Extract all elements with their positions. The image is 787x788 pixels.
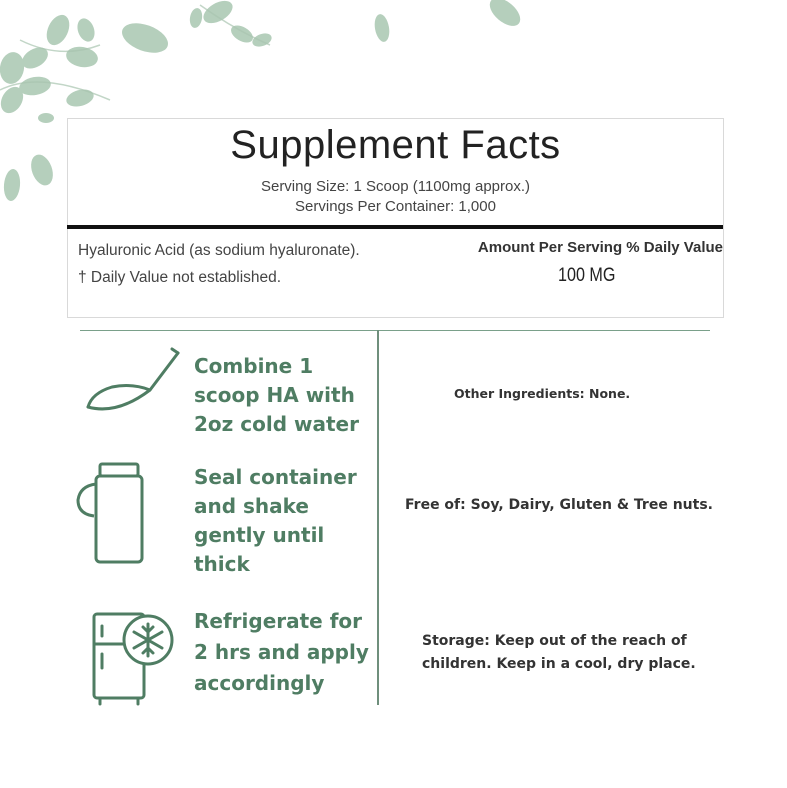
other-ingredients: Other Ingredients: None. bbox=[454, 386, 631, 401]
daily-value-footnote: † Daily Value not established. bbox=[78, 269, 282, 286]
servings-per-container: Servings Per Container: 1,000 bbox=[295, 198, 496, 215]
scoop-icon bbox=[82, 345, 182, 425]
storage-line: Storage: Keep out of the reach of bbox=[422, 633, 687, 649]
step-line: 2 hrs and apply bbox=[194, 640, 369, 664]
storage-line: children. Keep in a cool, dry place. bbox=[422, 656, 696, 672]
step-line: and shake bbox=[194, 494, 309, 518]
ingredient-name: Hyaluronic Acid (as sodium hyaluronate). bbox=[78, 242, 360, 259]
step-line: accordingly bbox=[194, 671, 325, 695]
serving-info bbox=[68, 177, 723, 217]
step-line: Seal container bbox=[194, 465, 357, 489]
serving-size: Serving Size: 1 Scoop (1100mg approx.) bbox=[260, 178, 531, 195]
step-line: gently until bbox=[194, 523, 325, 547]
step-line: Combine 1 bbox=[194, 354, 314, 378]
panel-title: Supplement Facts bbox=[230, 123, 561, 167]
section-divider bbox=[80, 330, 710, 331]
step-line: 2oz cold water bbox=[194, 412, 359, 436]
step-combine-text bbox=[194, 352, 374, 439]
step-line: Refrigerate for bbox=[194, 609, 363, 633]
supplement-facts-panel bbox=[67, 118, 724, 318]
ingredient-block bbox=[78, 237, 360, 291]
bottle-icon bbox=[74, 460, 146, 566]
storage-info bbox=[422, 630, 696, 676]
step-refrigerate-text bbox=[194, 606, 372, 699]
thick-divider bbox=[67, 225, 723, 229]
column-divider bbox=[377, 330, 379, 705]
amount-header: Amount Per Serving % Daily Value bbox=[477, 239, 723, 256]
free-of: Free of: Soy, Dairy, Gluten & Tree nuts. bbox=[405, 497, 713, 513]
fridge-icon bbox=[88, 610, 178, 706]
step-line: scoop HA with bbox=[194, 383, 355, 407]
amount-value: 100 MG bbox=[558, 265, 616, 286]
step-shake-text bbox=[194, 463, 374, 579]
step-line: thick bbox=[194, 552, 250, 576]
